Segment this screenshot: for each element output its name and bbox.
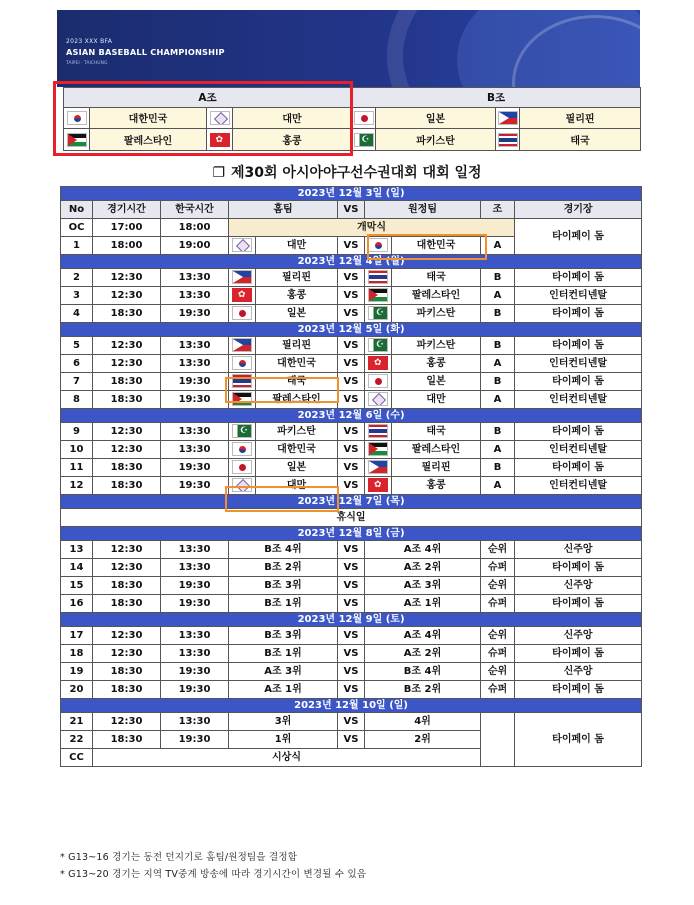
banner-title: ASIAN BASEBALL CHAMPIONSHIP [66,47,225,57]
venue: 타이페이 돔 [515,305,642,323]
schedule-table [60,186,642,767]
home-team: 일본 [256,459,338,477]
vs-label: VS [338,237,365,255]
local-time: 12:30 [93,713,161,731]
pakistan-flag-icon [354,133,374,147]
venue: 인터컨티넨탈 [515,355,642,373]
hong-kong-flag-icon [232,288,252,302]
korea-time: 19:30 [161,477,229,495]
game-no: 21 [61,713,93,731]
local-time: 12:30 [93,627,161,645]
game-no: 19 [61,663,93,681]
group-cell: A [481,477,515,495]
korea-time: 13:30 [161,627,229,645]
game-row [61,269,642,287]
game-no: 14 [61,559,93,577]
column-header: VS [338,201,365,219]
local-time: 18:00 [93,237,161,255]
game-no: 18 [61,645,93,663]
day-header: 2023년 12월 10일 (일) [61,699,642,713]
korea-time: 19:30 [161,731,229,749]
korea-time: 19:30 [161,681,229,699]
game-no: 20 [61,681,93,699]
vs-label: VS [338,269,365,287]
home-team: 태국 [256,373,338,391]
vs-label: VS [338,355,365,373]
closing-ceremony-label: 시상식 [93,749,481,767]
game-no: 15 [61,577,93,595]
group-a-team: 대한민국 [90,107,207,129]
korea-time: 19:30 [161,663,229,681]
korea-time: 13:30 [161,423,229,441]
korea-flag-icon [232,442,252,456]
local-time: 12:30 [93,559,161,577]
local-time: 18:30 [93,391,161,409]
korea-time: 13:30 [161,441,229,459]
group-cell: A [481,287,515,305]
group-cell: 순위 [481,541,515,559]
korea-time: 19:30 [161,391,229,409]
korea-time: 13:30 [161,269,229,287]
group-cell: B [481,423,515,441]
korea-time: 13:30 [161,713,229,731]
local-time: 12:30 [93,541,161,559]
local-time: 18:30 [93,373,161,391]
home-team: 1위 [229,731,338,749]
group-a-header: A조 [64,88,352,108]
korea-time: 13:30 [161,559,229,577]
game-row [61,459,642,477]
home-team: 3위 [229,713,338,731]
chinese-taipei-flag-icon [232,478,252,492]
pakistan-flag-icon [368,306,388,320]
korea-flag-icon [368,238,388,252]
group-cell: A [481,237,515,255]
game-no: 9 [61,423,93,441]
local-time: 12:30 [93,287,161,305]
thailand-flag-icon [232,374,252,388]
vs-label: VS [338,663,365,681]
korea-time: 18:00 [161,219,229,237]
game-no: 7 [61,373,93,391]
game-row [61,627,642,645]
game-row [61,713,642,731]
group-cell: 슈퍼 [481,559,515,577]
game-row [61,477,642,495]
game-no: 16 [61,595,93,613]
game-row [61,595,642,613]
home-team: B조 3위 [229,627,338,645]
vs-label: VS [338,459,365,477]
footnote: * G13~20 경기는 지역 TV중계 방송에 따라 경기시간이 변경될 수 있음 [60,869,367,880]
column-header: 한국시간 [161,201,229,219]
group-cell: 순위 [481,577,515,595]
palestine-flag-icon [368,442,388,456]
home-team: 대한민국 [256,441,338,459]
away-team: 필리핀 [392,459,481,477]
local-time: 12:30 [93,645,161,663]
day-header: 2023년 12월 8일 (금) [61,527,642,541]
japan-flag-icon [232,460,252,474]
home-team: 일본 [256,305,338,323]
group-cell: 슈퍼 [481,681,515,699]
korea-time: 13:30 [161,355,229,373]
vs-label: VS [338,337,365,355]
game-row [61,645,642,663]
day-header: 2023년 12월 6일 (수) [61,409,642,423]
vs-label: VS [338,577,365,595]
page-title-text: 제30회 아시아야구선수권대회 대회 일정 [231,165,482,181]
local-time: 12:30 [93,441,161,459]
game-no: 4 [61,305,93,323]
venue: 타이페이 돔 [515,559,642,577]
game-row [61,577,642,595]
home-team: 대만 [256,237,338,255]
korea-time: 19:30 [161,459,229,477]
home-team: A조 1위 [229,681,338,699]
philippines-flag-icon [232,270,252,284]
away-team: 2위 [365,731,481,749]
game-row [61,441,642,459]
column-header: 경기장 [515,201,642,219]
title-bullet-icon: ❐ [212,165,226,181]
group-b-team: 필리핀 [520,107,641,129]
group-cell [481,713,515,767]
vs-label: VS [338,423,365,441]
japan-flag-icon [232,306,252,320]
home-team: 대만 [256,477,338,495]
local-time: 18:30 [93,459,161,477]
korea-time: 19:30 [161,595,229,613]
home-team: 팔레스타인 [256,391,338,409]
column-header: 조 [481,201,515,219]
game-row [61,391,642,409]
game-no: 3 [61,287,93,305]
game-no: CC [61,749,93,767]
away-team: 홍콩 [392,477,481,495]
korea-time: 19:30 [161,577,229,595]
game-no: 13 [61,541,93,559]
away-team: 태국 [392,269,481,287]
home-team: B조 3위 [229,577,338,595]
venue: 신주앙 [515,663,642,681]
local-time: 12:30 [93,355,161,373]
venue: 타이페이 돔 [515,337,642,355]
day-header: 2023년 12월 4일 (월) [61,255,642,269]
game-no: 12 [61,477,93,495]
korea-time: 13:30 [161,337,229,355]
pakistan-flag-icon [232,424,252,438]
vs-label: VS [338,559,365,577]
game-no: 2 [61,269,93,287]
vs-label: VS [338,627,365,645]
game-no: 22 [61,731,93,749]
group-a-team: 팔레스타인 [90,129,207,151]
group-cell: A [481,355,515,373]
venue: 신주앙 [515,577,642,595]
venue: 타이페이 돔 [515,423,642,441]
vs-label: VS [338,477,365,495]
away-team: 일본 [392,373,481,391]
home-team: 필리핀 [256,337,338,355]
home-team: 필리핀 [256,269,338,287]
game-row [61,287,642,305]
japan-flag-icon [368,374,388,388]
game-row [61,355,642,373]
vs-label: VS [338,287,365,305]
venue: 타이페이 돔 [515,269,642,287]
local-time: 18:30 [93,595,161,613]
thailand-flag-icon [498,133,518,147]
game-no: 5 [61,337,93,355]
group-cell: B [481,459,515,477]
banner-year: 2023 XXX BFA [66,38,113,45]
away-team: 팔레스타인 [392,287,481,305]
group-cell: 순위 [481,627,515,645]
local-time: 18:30 [93,681,161,699]
opening-ceremony-label: 개막식 [229,219,515,237]
group-cell: B [481,373,515,391]
away-team: A조 3위 [365,577,481,595]
home-team: B조 4위 [229,541,338,559]
away-team: 대만 [392,391,481,409]
venue: 타이페이 돔 [515,713,642,767]
group-cell: 슈퍼 [481,595,515,613]
game-no: 17 [61,627,93,645]
group-cell: B [481,269,515,287]
vs-label: VS [338,595,365,613]
vs-label: VS [338,713,365,731]
local-time: 18:30 [93,731,161,749]
group-cell: A [481,391,515,409]
venue: 인터컨티넨탈 [515,477,642,495]
group-b-team: 파키스탄 [376,129,496,151]
local-time: 12:30 [93,423,161,441]
game-no: OC [61,219,93,237]
away-team: 팔레스타인 [392,441,481,459]
vs-label: VS [338,645,365,663]
venue: 인터컨티넨탈 [515,441,642,459]
local-time: 18:30 [93,577,161,595]
away-team: 파키스탄 [392,305,481,323]
away-team: 태국 [392,423,481,441]
game-row [61,663,642,681]
game-no: 11 [61,459,93,477]
philippines-flag-icon [232,338,252,352]
group-cell: B [481,337,515,355]
away-team: A조 2위 [365,645,481,663]
local-time: 12:30 [93,269,161,287]
japan-flag-icon [354,111,374,125]
game-no: 10 [61,441,93,459]
day-header: 2023년 12월 5일 (화) [61,323,642,337]
group-cell: 순위 [481,663,515,681]
group-cell: A [481,441,515,459]
rest-day-label: 휴식일 [61,509,642,527]
venue: 신주앙 [515,541,642,559]
column-header: 경기시간 [93,201,161,219]
home-team: 대한민국 [256,355,338,373]
pakistan-flag-icon [368,338,388,352]
away-team: 파키스탄 [392,337,481,355]
vs-label: VS [338,441,365,459]
page-title [0,162,694,182]
local-time: 12:30 [93,337,161,355]
game-no: 1 [61,237,93,255]
home-team: B조 1위 [229,645,338,663]
away-team: A조 2위 [365,559,481,577]
group-a-team: 홍콩 [233,129,352,151]
venue: 타이페이 돔 [515,219,642,255]
korea-time: 13:30 [161,541,229,559]
column-header: 원정팀 [365,201,481,219]
away-team: B조 2위 [365,681,481,699]
game-row [61,305,642,323]
local-time: 17:00 [93,219,161,237]
home-team: 파키스탄 [256,423,338,441]
away-team: 홍콩 [392,355,481,373]
philippines-flag-icon [498,111,518,125]
venue: 신주앙 [515,627,642,645]
chinese-taipei-flag-icon [368,392,388,406]
vs-label: VS [338,731,365,749]
vs-label: VS [338,305,365,323]
group-b-header: B조 [352,88,641,108]
hong-kong-flag-icon [368,356,388,370]
venue: 타이페이 돔 [515,459,642,477]
away-team: A조 4위 [365,541,481,559]
venue: 타이페이 돔 [515,373,642,391]
korea-flag-icon [232,356,252,370]
local-time: 18:30 [93,305,161,323]
footnote: * G13~16 경기는 동전 던지기로 홈팀/원정팀을 결정함 [60,852,298,863]
korea-time: 19:00 [161,237,229,255]
game-row [61,373,642,391]
korea-time: 19:30 [161,305,229,323]
home-team: 홍콩 [256,287,338,305]
group-b-team: 일본 [376,107,496,129]
game-row [61,423,642,441]
thailand-flag-icon [368,424,388,438]
venue: 타이페이 돔 [515,681,642,699]
game-row [61,681,642,699]
hong-kong-flag-icon [368,478,388,492]
korea-time: 13:30 [161,645,229,663]
chinese-taipei-flag-icon [232,238,252,252]
vs-label: VS [338,681,365,699]
column-header: 홈팀 [229,201,338,219]
game-row [61,337,642,355]
home-team: A조 3위 [229,663,338,681]
palestine-flag-icon [232,392,252,406]
venue: 인터컨티넨탈 [515,391,642,409]
group-b-team: 태국 [520,129,641,151]
opening-ceremony-row [61,219,642,237]
vs-label: VS [338,541,365,559]
championship-banner [57,10,640,87]
palestine-flag-icon [368,288,388,302]
day-header: 2023년 12월 3일 (일) [61,187,642,201]
local-time: 18:30 [93,477,161,495]
game-no: 6 [61,355,93,373]
game-row [61,541,642,559]
day-header: 2023년 12월 7일 (목) [61,495,642,509]
local-time: 18:30 [93,663,161,681]
away-team: A조 1위 [365,595,481,613]
day-header: 2023년 12월 9일 (토) [61,613,642,627]
away-team: 대한민국 [392,237,481,255]
game-no: 8 [61,391,93,409]
group-a-team: 대만 [233,107,352,129]
vs-label: VS [338,373,365,391]
vs-label: VS [338,391,365,409]
away-team: B조 4위 [365,663,481,681]
korea-time: 19:30 [161,373,229,391]
banner-place: TAIPEI · TAICHUNG [66,61,108,66]
group-cell: B [481,305,515,323]
venue: 타이페이 돔 [515,645,642,663]
korea-time: 13:30 [161,287,229,305]
group-a-highlight [53,81,353,156]
column-header: No [61,201,93,219]
game-row [61,559,642,577]
home-team: B조 2위 [229,559,338,577]
home-team: B조 1위 [229,595,338,613]
group-cell: 슈퍼 [481,645,515,663]
thailand-flag-icon [368,270,388,284]
away-team: A조 4위 [365,627,481,645]
away-team: 4위 [365,713,481,731]
venue: 인터컨티넨탈 [515,287,642,305]
philippines-flag-icon [368,460,388,474]
venue: 타이페이 돔 [515,595,642,613]
